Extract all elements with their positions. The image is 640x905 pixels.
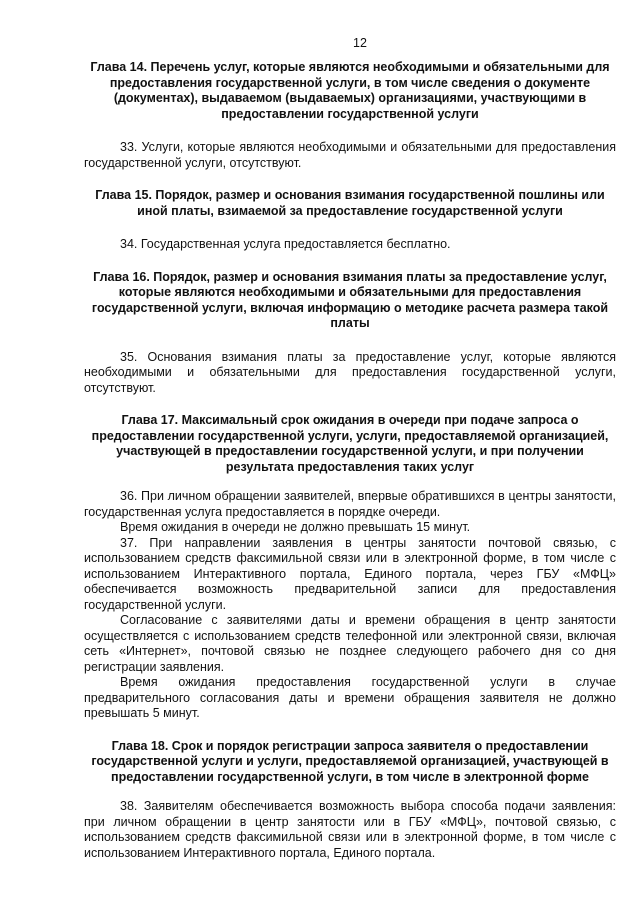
chapter-14-heading: Глава 14. Перечень услуг, которые являются необходимыми и обязательными для предоставления государственной услуги, в том числе сведения о документе (документах), выдаваемом (выдаваемых) организациями, участвующими в предоставлении государственной услуги (90, 60, 610, 121)
spacer (84, 332, 616, 350)
paragraph-37: 37. При направлении заявления в центры занятости почтовой связью, с использованием средств факсимильной связи или в электронной форме, в том числе с использованием Интерактивного портала, Единого портала, через ГБУ «МФЦ» обеспечивается возможность предварительной записи для предоставления государственной услуги. (84, 535, 616, 612)
spacer (84, 219, 616, 237)
paragraph-38: 38. Заявителям обеспечивается возможность выбора способа подачи заявления: при личном обращении в центр занятости или в ГБУ «МФЦ», почтовой связью, с использованием средств факсимильной связи или в электронной форме, в том числе с использованием Интерактивного портала, Единого портала. (84, 799, 616, 860)
paragraph-37-wait-time: Время ожидания предоставления государственной услуги в случае предварительного согласования даты и времени обращения заявителя не должно превышать 5 минут. (84, 675, 616, 720)
paragraph-36-wait-time: Время ожидания в очереди не должно превышать 15 минут. (120, 520, 471, 534)
paragraph-37-agreement: Согласование с заявителями даты и времени обращения в центр занятости осуществляется с использованием средств телефонной или электронной связи, включая сеть «Интернет», почтовой связью не позднее следующего рабочего дня со дня регистрации заявления. (84, 613, 616, 674)
page-number: 12 (353, 36, 367, 50)
spacer (84, 475, 616, 489)
spacer (84, 122, 616, 140)
spacer (84, 253, 616, 270)
chapter-16-heading: Глава 16. Порядок, размер и основания взимания платы за предоставление услуг, которые являются необходимыми и обязательными для предоставления государственной услуги, включая информацию о методике расчета размера такой платы (91, 269, 609, 330)
paragraph-33: 33. Услуги, которые являются необходимыми и обязательными для предоставления государственной услуги, отсутствуют. (84, 140, 616, 170)
paragraph-36: 36. При личном обращении заявителей, впервые обратившихся в центры занятости, государственная услуга предоставляется в порядке очереди. (84, 489, 616, 519)
chapter-15-heading: Глава 15. Порядок, размер и основания взимания государственной пошлины или иной платы, взимаемой за предоставление государственной услуги (95, 188, 605, 218)
spacer (84, 722, 616, 739)
chapter-17-heading: Глава 17. Максимальный срок ожидания в очереди при подаче запроса о предоставлении государственной услуги, услуги, предоставляемой организацией, участвующей в предоставлении государственной услуги, и при получении результата предоставления таких услуг (91, 413, 609, 474)
spacer (84, 785, 616, 799)
chapter-18-heading: Глава 18. Срок и порядок регистрации запроса заявителя о предоставлении государственной услуги и услуги, предоставляемой организацией, участвующей в предоставлении государственной услуги, в том числе в электронной форме (91, 738, 609, 784)
paragraph-35: 35. Основания взимания платы за предоставление услуг, которые являются необходимыми и обязательными для предоставления государственной услуги, отсутствуют. (84, 349, 616, 395)
spacer (84, 396, 616, 413)
spacer (84, 171, 616, 188)
paragraph-34: 34. Государственная услуга предоставляется бесплатно. (120, 237, 451, 251)
